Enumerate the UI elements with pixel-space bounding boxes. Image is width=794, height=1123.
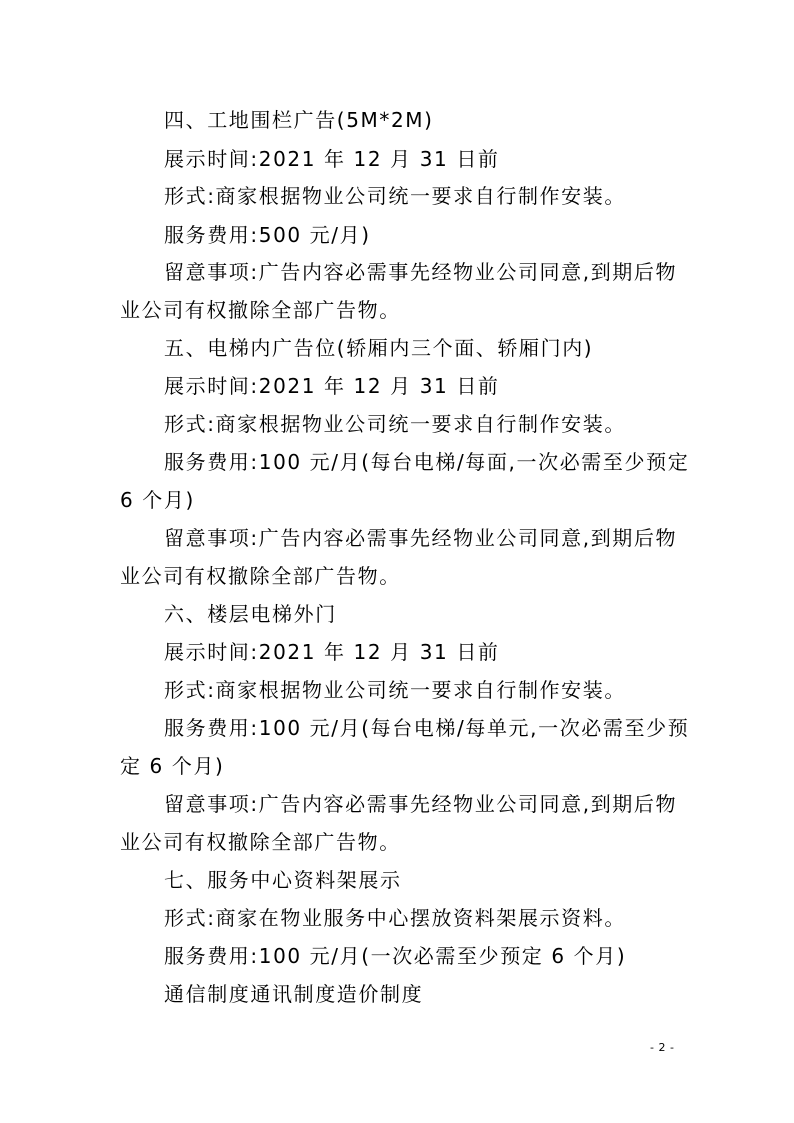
service-fee-line: 服务费用:100 元/月(每台电梯/每单元,一次必需至少预 <box>164 716 690 740</box>
service-fee-line: 服务费用:500 元/月) <box>164 223 371 247</box>
section-heading-seven: 七、服务中心资料架展示 <box>164 868 402 892</box>
notice-line-continuation: 业公司有权撤除全部广告物。 <box>120 564 401 588</box>
service-fee-line: 服务费用:100 元/月(每台电梯/每面,一次必需至少预定 <box>164 450 690 474</box>
section-heading-six: 六、楼层电梯外门 <box>164 602 337 626</box>
service-fee-line-continuation: 6 个月) <box>120 488 195 512</box>
page-number: - 2 - <box>650 1041 675 1054</box>
service-fee-line-continuation: 定 6 个月) <box>120 754 225 778</box>
form-line: 形式:商家在物业服务中心摆放资料架展示资料。 <box>164 906 626 930</box>
notice-line-continuation: 业公司有权撤除全部广告物。 <box>120 830 401 854</box>
form-line: 形式:商家根据物业公司统一要求自行制作安装。 <box>164 678 626 702</box>
notice-line: 留意事项:广告内容必需事先经物业公司同意,到期后物 <box>164 260 678 284</box>
form-line: 形式:商家根据物业公司统一要求自行制作安装。 <box>164 412 626 436</box>
footer-keywords-line: 通信制度通讯制度造价制度 <box>164 982 424 1006</box>
service-fee-line: 服务费用:100 元/月(一次必需至少预定 6 个月) <box>164 944 627 968</box>
form-line: 形式:商家根据物业公司统一要求自行制作安装。 <box>164 184 626 208</box>
display-time-line: 展示时间:2021 年 12 月 31 日前 <box>164 640 500 664</box>
section-heading-five: 五、电梯内广告位(轿厢内三个面、轿厢门内) <box>164 336 594 360</box>
notice-line: 留意事项:广告内容必需事先经物业公司同意,到期后物 <box>164 792 678 816</box>
display-time-line: 展示时间:2021 年 12 月 31 日前 <box>164 374 500 398</box>
notice-line-continuation: 业公司有权撤除全部广告物。 <box>120 298 401 322</box>
display-time-line: 展示时间:2021 年 12 月 31 日前 <box>164 147 500 171</box>
notice-line: 留意事项:广告内容必需事先经物业公司同意,到期后物 <box>164 526 678 550</box>
section-heading-four: 四、工地围栏广告(5M*2M) <box>164 108 434 132</box>
